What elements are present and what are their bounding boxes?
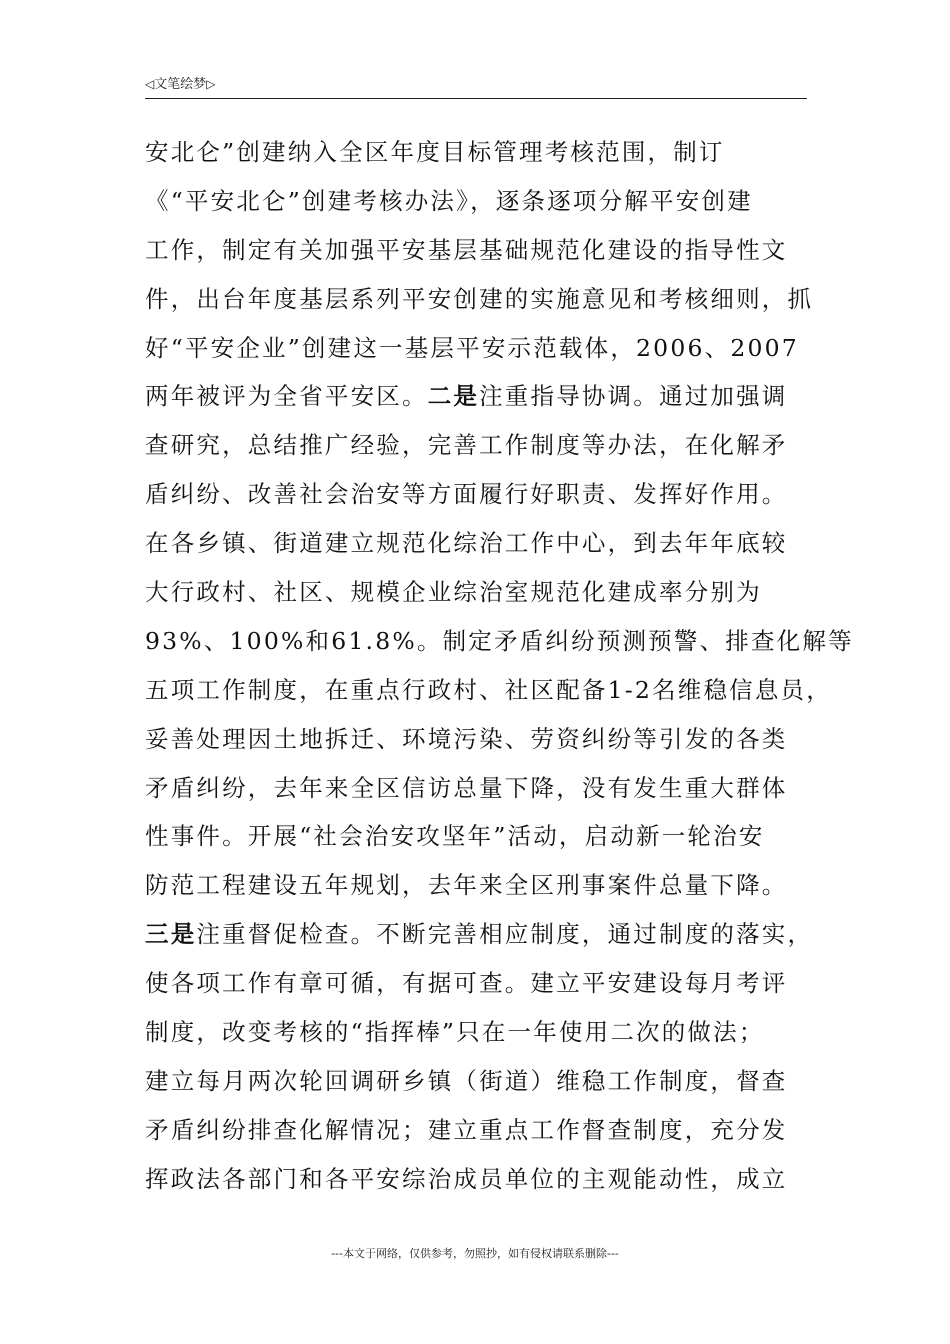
- text-line: 盾纠纷、改善社会治安等方面履行好职责、发挥好作用。: [145, 480, 788, 509]
- text-line: [145, 910, 825, 959]
- text-line: 防范工程建设五年规划，去年来全区刑事案件总量下降。: [145, 871, 788, 900]
- text-line: 安北仑”创建纳入全区年度目标管理考核范围，制订: [145, 138, 725, 166]
- text-line: 查研究，总结推广经验，完善工作制度等办法，在化解矛: [145, 431, 788, 460]
- text-line: 93%、100%和61.8%。制定矛盾纠纷预测预警、排查化解等: [145, 626, 854, 655]
- text-span: 两年被评为全省平安区。: [145, 382, 428, 411]
- text-line: 在各乡镇、街道建立规范化综治工作中心，到去年年底较: [145, 529, 788, 558]
- bold-marker: 三是: [145, 920, 197, 949]
- text-line: 五项工作制度，在重点行政村、社区配备1-2名维稳信息员，: [145, 675, 832, 704]
- text-line: 好“平安企业”创建这一基层平安示范载体，2006、2007: [145, 333, 799, 362]
- header-title-text: 文笔绘梦: [154, 77, 207, 92]
- text-line: 性事件。开展“社会治安攻坚年”活动，启动新一轮治安: [145, 822, 765, 851]
- text-line: 大行政村、社区、规模企业综治室规范化建成率分别为: [145, 578, 762, 607]
- text-line: 件，出台年度基层系列平安创建的实施意见和考核细则，抓: [145, 284, 814, 313]
- text-line: 妥善处理因土地拆迁、环境污染、劳资纠纷等引发的各类: [145, 724, 788, 753]
- text-span: 注重指导协调。通过加强调: [479, 382, 788, 411]
- text-line: 《“平安北仑”创建考核办法》，逐条逐项分解平安创建: [145, 186, 753, 215]
- text-line: [145, 372, 825, 421]
- page-footer: ---本文于网络，仅供参考，勿照抄，如有侵权请联系删除---: [331, 1247, 619, 1260]
- text-line: 挥政法各部门和各平安综治成员单位的主观能动性，成立: [145, 1164, 788, 1193]
- page-header: [145, 74, 807, 99]
- text-line: 矛盾纠纷，去年来全区信访总量下降，没有发生重大群体: [145, 773, 788, 802]
- bold-marker: 二是: [427, 382, 480, 411]
- text-span: 注重督促检查。不断完善相应制度，通过制度的落实，: [196, 920, 814, 949]
- text-line: 矛盾纠纷排查化解情况；建立重点工作督查制度，充分发: [145, 1115, 788, 1144]
- triangle-left-icon: ◁: [145, 77, 155, 91]
- text-line: 建立每月两次轮回调研乡镇（街道）维稳工作制度，督查: [145, 1066, 788, 1095]
- text-line: 使各项工作有章可循，有据可查。建立平安建设每月考评: [145, 969, 788, 998]
- header-title: [145, 76, 215, 93]
- document-body: [145, 128, 854, 1204]
- triangle-right-icon: ▷: [206, 77, 216, 91]
- text-line: 制度，改变考核的“指挥棒”只在一年使用二次的做法；: [145, 1018, 765, 1047]
- text-line: 工作，制定有关加强平安基层基础规范化建设的指导性文: [145, 235, 788, 264]
